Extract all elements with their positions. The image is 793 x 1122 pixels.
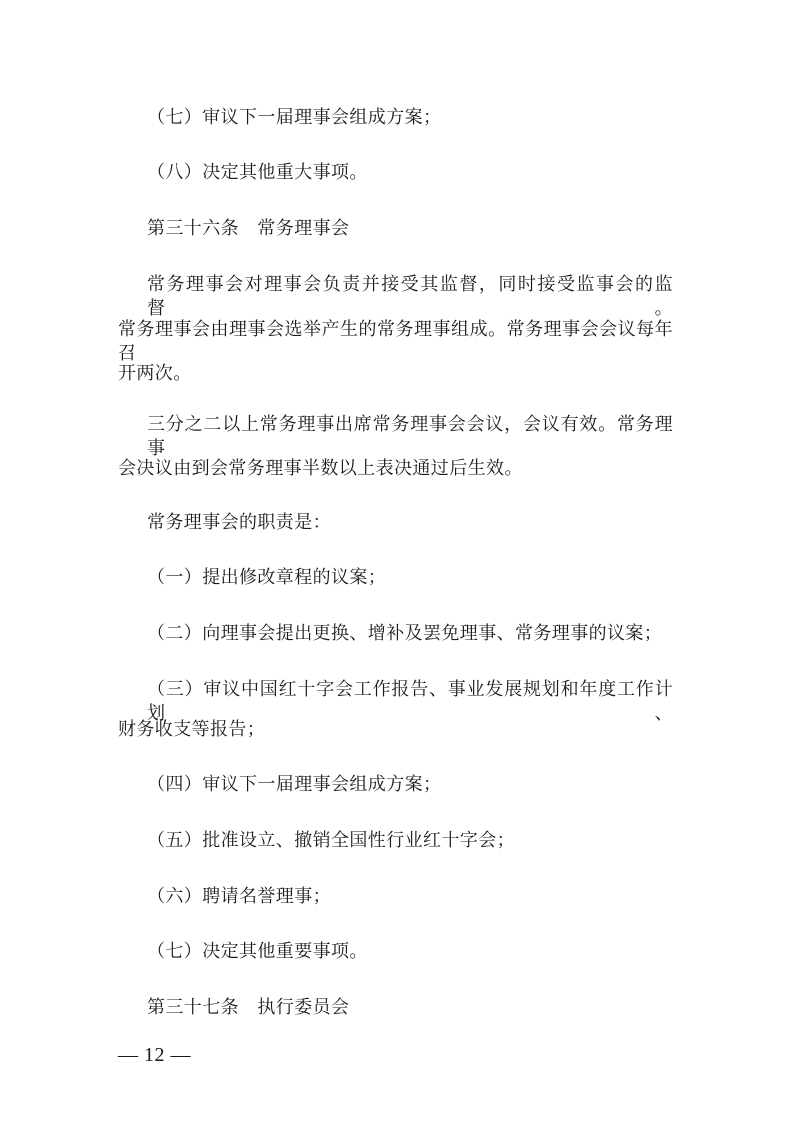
item-seven-review: （七）审议下一届理事会组成方案； xyxy=(147,107,442,128)
paragraph-line: 开两次。 xyxy=(118,363,192,384)
duty-item-7: （七）决定其他重要事项。 xyxy=(147,941,368,962)
page-number: — 12 — xyxy=(118,1044,191,1066)
duty-item-3: （三）审议中国红十字会工作报告、事业发展规划和年度工作计划、 xyxy=(147,679,673,724)
paragraph-line: 三分之二以上常务理事出席常务理事会会议，会议有效。常务理事 xyxy=(147,414,673,459)
duty-item-6: （六）聘请名誉理事； xyxy=(147,886,331,907)
duties-intro: 常务理事会的职责是： xyxy=(147,512,331,533)
duty-item-1: （一）提出修改章程的议案； xyxy=(147,567,387,588)
article-37-heading: 第三十七条 执行委员会 xyxy=(147,997,350,1018)
article-36-heading: 第三十六条 常务理事会 xyxy=(147,218,350,239)
duty-item-4: （四）审议下一届理事会组成方案； xyxy=(147,774,442,795)
duty-item-5: （五）批准设立、撤销全国性行业红十字会； xyxy=(147,830,515,851)
paragraph-line: 常务理事会对理事会负责并接受其监督，同时接受监事会的监督。 xyxy=(147,274,673,319)
item-eight-decide: （八）决定其他重大事项。 xyxy=(147,162,368,183)
duty-item-3-cont: 财务收支等报告； xyxy=(118,719,266,740)
paragraph-line: 会决议由到会常务理事半数以上表决通过后生效。 xyxy=(118,458,523,479)
duty-item-2: （二）向理事会提出更换、增补及罢免理事、常务理事的议案； xyxy=(147,623,663,644)
paragraph-line: 常务理事会由理事会选举产生的常务理事组成。常务理事会会议每年召 xyxy=(118,319,673,364)
